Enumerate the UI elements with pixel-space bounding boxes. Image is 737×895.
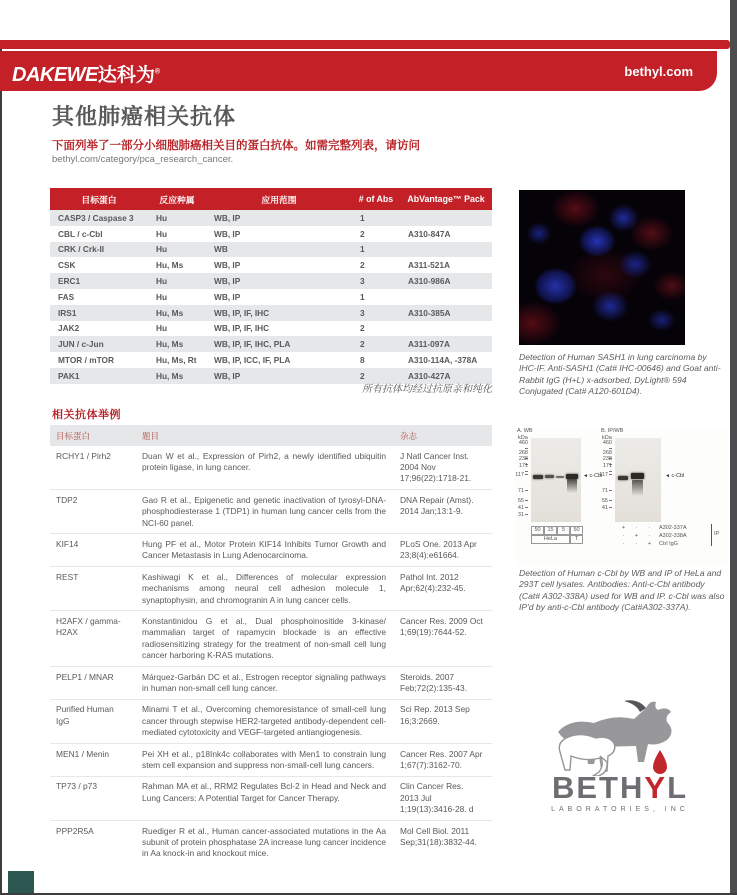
ip-condition-row: · · + Ctrl IgG xyxy=(622,541,678,547)
table-cell: Hu, Ms xyxy=(156,339,184,350)
reference-target: KIF14 xyxy=(56,538,79,549)
table-cell: Hu xyxy=(156,244,168,255)
page-edge-left xyxy=(0,40,2,895)
dakewe-logo xyxy=(12,60,160,87)
band-smear xyxy=(632,480,643,496)
dakewe-logo-cjk: 达科为 xyxy=(97,65,155,86)
table-cell: JAK2 xyxy=(58,323,80,334)
reference-row xyxy=(50,533,492,566)
reference-row xyxy=(50,566,492,610)
header-accent-strip xyxy=(0,40,730,49)
table-cell: WB xyxy=(214,244,228,255)
table-row xyxy=(50,257,492,273)
table-cell: ERC1 xyxy=(58,276,81,287)
table-cell: 2 xyxy=(360,370,365,381)
panel-a-label: A. WB xyxy=(517,428,533,434)
lane-group: T xyxy=(570,535,583,544)
reference-target: PELP1 / MNAR xyxy=(56,671,114,682)
lane-loading-table xyxy=(531,526,583,544)
arrow-left-icon: ◄ xyxy=(665,473,670,479)
blot-membrane-b xyxy=(615,438,661,522)
lane-amount: 15 xyxy=(544,526,557,535)
kda-tick: 55 xyxy=(599,498,612,504)
ihc-fluorescence-image xyxy=(519,190,685,345)
header-bar xyxy=(0,51,717,91)
reference-title: Minami T et al., Overcoming chemoresistance of small-cell lung cancer through stepwise HER2-targeted antibody-dependent cell-mediated cytotoxicity and VEGF-targeted antiangiogenesis. xyxy=(142,704,386,738)
table-cell: WB, IP, ICC, IF, PLA xyxy=(214,355,291,366)
ip-condition-row: + · · A302-337A xyxy=(621,525,687,531)
intro-text: 下面列举了一部分小细胞肺癌相关目的蛋白抗体。如需完整列表，请访问 xyxy=(52,140,420,152)
reference-journal: DNA Repair (Amst). 2014 Jan;13:1-9. xyxy=(400,494,474,517)
table-cell: PAK1 xyxy=(58,370,80,381)
bethyl-subtext: LABORATORIES, INC xyxy=(551,806,689,813)
blot-membrane-a xyxy=(531,438,581,522)
table-cell: A310-847A xyxy=(408,228,451,239)
table-row xyxy=(50,321,492,337)
reference-target: TP73 / p73 xyxy=(56,781,97,792)
table-cell: 2 xyxy=(360,339,365,350)
kda-tick: 71 xyxy=(599,488,612,494)
kda-tick: 41 xyxy=(515,505,528,511)
reference-title: Ruediger R et al., Human cancer-associated mutations in the Aa subunit of protein phosphatase 2A increase lung cancer incidence in Aa knock-in and knockout mice. xyxy=(142,825,386,859)
kda-tick: 238 xyxy=(599,456,612,468)
reference-title: Márquez-Garbán DC et al., Estrogen receptor signaling pathways in human non-small cell lung cancer. xyxy=(142,671,386,693)
column-header: 题目 xyxy=(142,431,160,441)
kda-tick: 117 xyxy=(515,472,528,478)
table-cell: WB, IP xyxy=(214,291,241,302)
table-cell: 1 xyxy=(360,291,365,302)
protein-band xyxy=(618,476,628,480)
table-row xyxy=(50,242,492,258)
table-cell: WB, IP xyxy=(214,276,241,287)
reference-title: Konstantinidou G et al., Dual phosphoinositide 3-kinase/ mammalian target of rapamycin blockade is an effective radiosensitizing strategy for the treatment of non-small cell lung cancer harboring K-RAS mutations. xyxy=(142,615,386,661)
table-row xyxy=(50,210,492,226)
wb-caption: Detection of Human c-Cbl by WB and IP of HeLa and 293T cell lysates. Antibodies: Anti-c-Cbl antibody (Cat# A302-338A) used for WB and IP. c-Cbl was also IP'd by anti-c-Cbl antibody (Cat#A302-337A). xyxy=(519,568,725,612)
table-cell: Hu xyxy=(156,276,168,287)
table-cell: 2 xyxy=(360,323,365,334)
kda-tick: 460 xyxy=(515,440,528,452)
column-header: AbVantage™ Pack xyxy=(407,194,485,204)
column-header: 反应种属 xyxy=(159,194,195,205)
reference-row xyxy=(50,699,492,743)
table-cell: FAS xyxy=(58,291,75,302)
kda-unit: kDa xyxy=(518,435,528,441)
reference-title: Kashiwagi K et al., Differences of molecular expression mechanisms among neural cell adhesion molecule 1, synaptophysin, and chromogranin A in lung cancer cells. xyxy=(142,571,386,605)
reference-row xyxy=(50,776,492,820)
table-cell: 3 xyxy=(360,276,365,287)
lane-amount: 50 xyxy=(570,526,583,535)
lane-group: HeLa xyxy=(531,535,570,544)
reference-target: REST xyxy=(56,571,79,582)
table-cell: JUN / c-Jun xyxy=(58,339,104,350)
table-cell: 8 xyxy=(360,355,365,366)
table-cell: Hu xyxy=(156,228,168,239)
kda-tick: 117 xyxy=(599,472,612,478)
table-cell: WB, IP xyxy=(214,370,241,381)
reference-target: RCHY1 / Pirh2 xyxy=(56,450,111,461)
antibody-cat-label: A302-337A xyxy=(659,525,687,531)
western-blot-figure xyxy=(515,428,727,566)
kda-tick: 171 xyxy=(599,463,612,475)
table-cell: CSK xyxy=(58,260,76,271)
column-header: # of Abs xyxy=(358,194,394,204)
references-table xyxy=(50,425,492,864)
bethyl-wordmark: BETHYL xyxy=(551,770,688,805)
lane-amount: 50 xyxy=(531,526,544,535)
protein-band xyxy=(545,475,554,478)
ip-bracket-label: IP xyxy=(714,531,720,537)
table-cell: Hu xyxy=(156,323,168,334)
goat-horn xyxy=(624,700,646,712)
reference-row xyxy=(50,610,492,666)
reference-row xyxy=(50,820,492,864)
reference-journal: Sci Rep. 2013 Sep 16;3:2669. xyxy=(400,704,470,726)
column-header: 目标蛋白 xyxy=(81,194,117,205)
table-cell: A310-114A, -378A xyxy=(408,355,478,366)
table-cell: 2 xyxy=(360,260,365,271)
red-y-letter: Y xyxy=(644,770,668,805)
reference-title: Duan W et al., Expression of Pirh2, a newly identified ubiquitin protein ligase, in lung cancer. xyxy=(142,450,386,472)
table-cell: A310-986A xyxy=(408,276,451,287)
table-row xyxy=(50,336,492,352)
site-url: bethyl.com xyxy=(624,64,693,79)
column-header: 目标蛋白 xyxy=(56,431,91,441)
reference-journal: Mol Cell Biol. 2011 Sep;31(18):3832-44. xyxy=(400,825,477,848)
references-heading: 相关抗体举例 xyxy=(52,409,121,421)
antibody-table-body xyxy=(50,210,492,384)
protein-band xyxy=(533,475,543,479)
kda-tick: 71 xyxy=(515,488,528,494)
table-cell: WB, IP, IF, IHC xyxy=(214,307,270,318)
kda-tick: 460 xyxy=(599,440,612,452)
reference-title: Gao R et al., Epigenetic and genetic inactivation of tyrosyl-DNA-phosphodiesterase 1 (TDP1) in human lung cancer cells from the NCI-60 panel. xyxy=(142,494,386,528)
table-cell: WB, IP, IF, IHC, PLA xyxy=(214,339,291,350)
reference-journal: PLoS One. 2013 Apr 23;8(4):e61664. xyxy=(400,538,477,561)
corner-registration-mark xyxy=(8,871,34,893)
table-cell: A310-427A xyxy=(408,370,451,381)
reference-title: Rahman MA et al., RRM2 Regulates Bcl-2 in Head and Neck and Lung Cancers: A Potential Target for Cancer Therapy. xyxy=(142,781,386,803)
reference-journal: Steroids. 2007 Feb;72(2):135-43. xyxy=(400,671,468,693)
kda-tick: 171 xyxy=(515,463,528,475)
kda-tick: 55 xyxy=(515,498,528,504)
reference-row xyxy=(50,743,492,776)
table-cell: A311-097A xyxy=(408,339,450,350)
kda-tick: 268 xyxy=(515,450,528,462)
table-cell: Hu xyxy=(156,212,168,223)
ip-condition-row: · + · A302-338A xyxy=(622,533,687,539)
table-cell: A310-385A xyxy=(408,307,451,318)
table-row xyxy=(50,352,492,368)
dakewe-logo-latin: DAKEWE xyxy=(12,64,98,86)
reference-title: Pei XH et al., p18Ink4c collaborates with Men1 to constrain lung stem cell expansion and suppress non-small-cell lung cancers. xyxy=(142,748,386,771)
table-cell: WB, IP, IF, IHC xyxy=(214,323,270,334)
table-cell: IRS1 xyxy=(58,307,77,318)
panel-b-label: B. IP/WB xyxy=(601,428,624,434)
table-cell: MTOR / mTOR xyxy=(58,355,114,366)
table-row xyxy=(50,289,492,305)
reference-journal: Cancer Res. 2007 Apr 1;67(7):3162-70. xyxy=(400,748,483,771)
registered-mark: ® xyxy=(154,68,160,76)
intro-link[interactable]: bethyl.com/category/pca_research_cancer. xyxy=(52,154,234,165)
table-cell: 1 xyxy=(360,244,365,255)
table-cell: Hu, Ms, Rt xyxy=(156,355,197,366)
reference-journal: J Natl Cancer Inst. 2004 Nov 17;96(22):1718-21. xyxy=(400,450,472,484)
reference-target: TDP2 xyxy=(56,494,78,505)
table-cell: Hu, Ms xyxy=(156,260,184,271)
table-row xyxy=(50,226,492,242)
reference-journal: Clin Cancer Res. 2013 Jul 1;19(13):3416-28. d xyxy=(400,781,474,815)
table-cell: WB, IP xyxy=(214,212,241,223)
antibody-cat-label: A302-338A xyxy=(659,533,687,539)
table-cell: 2 xyxy=(360,228,365,239)
table-cell: A311-521A xyxy=(408,260,450,271)
table-cell: 1 xyxy=(360,212,365,223)
table-cell: 3 xyxy=(360,307,365,318)
page-edge-right xyxy=(730,0,737,895)
reference-journal: Pathol Int. 2012 Apr;62(4):232-45. xyxy=(400,571,466,594)
table-cell: WB, IP xyxy=(214,260,241,271)
references-header xyxy=(50,425,492,446)
reference-target: H2AFX / gamma-H2AX xyxy=(56,615,121,638)
purification-note: 所有抗体均经过抗原亲和纯化 xyxy=(362,384,492,395)
protein-band xyxy=(631,473,644,479)
reference-row xyxy=(50,666,492,699)
kda-tick: 41 xyxy=(599,505,612,511)
kda-tick: 238 xyxy=(515,456,528,468)
band-annotation-a: ◄ c-Cbl xyxy=(583,473,603,479)
column-header: 杂志 xyxy=(400,431,418,441)
table-cell: CASP3 / Caspase 3 xyxy=(58,212,134,223)
table-cell: CRK / Crk-II xyxy=(58,244,105,255)
antibody-cat-label: Ctrl IgG xyxy=(659,541,678,547)
ip-bracket xyxy=(711,524,712,546)
antibody-table xyxy=(50,188,492,384)
band-smear xyxy=(567,479,577,493)
kda-tick: 268 xyxy=(599,450,612,462)
ihc-caption: Detection of Human SASH1 in lung carcinoma by IHC-IF. Anti-SASH1 (Cat# IHC-00646) and Goat anti-Rabbit IgG (H+L) x-adsorbed, DyLight® 594 Conjugated (Cat# A120-601D4). xyxy=(519,352,721,396)
reference-title: Hung PF et al., Motor Protein KIF14 Inhibits Tumor Growth and Cancer Metastasis in Lung Adenocarcinoma. xyxy=(142,538,386,561)
table-cell: Hu, Ms xyxy=(156,307,184,318)
bethyl-goat-logo xyxy=(540,698,700,776)
table-row xyxy=(50,273,492,289)
table-row xyxy=(50,305,492,321)
reference-journal: Cancer Res. 2009 Oct 1;69(19):7644-52. xyxy=(400,615,483,638)
arrow-left-icon: ◄ xyxy=(583,473,588,479)
reference-target: Purified Human IgG xyxy=(56,704,114,726)
antibody-table-header xyxy=(50,188,492,210)
kda-unit: kDa xyxy=(602,435,612,441)
table-cell: Hu xyxy=(156,291,168,302)
page-title: 其他肺癌相关抗体 xyxy=(52,104,237,129)
column-header: 应用范围 xyxy=(261,194,297,205)
reference-target: PPP2R5A xyxy=(56,825,94,836)
lane-amount: 5 xyxy=(557,526,570,535)
reference-target: MEN1 / Menin xyxy=(56,748,110,759)
reference-row xyxy=(50,446,492,489)
kda-tick: 31 xyxy=(515,512,528,518)
table-cell: CBL / c-Cbl xyxy=(58,228,103,239)
protein-band xyxy=(556,476,564,478)
reference-row xyxy=(50,489,492,533)
band-annotation-b: ◄ c-Cbl xyxy=(665,473,685,479)
table-cell: Hu, Ms xyxy=(156,370,184,381)
table-cell: WB, IP xyxy=(214,228,241,239)
